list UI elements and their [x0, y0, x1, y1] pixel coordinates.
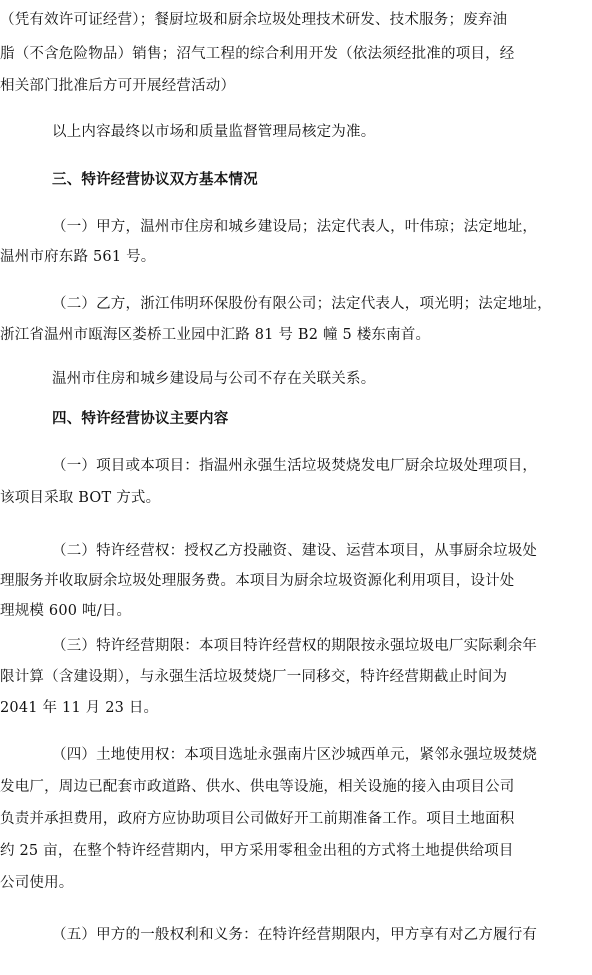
text-line: （四）土地使用权：本项目选址永强南片区沙城西单元，紧邻永强垃圾焚烧: [52, 747, 538, 763]
section-heading: 四、特许经营协议主要内容: [52, 410, 229, 427]
section-heading: 三、特许经营协议双方基本情况: [52, 171, 258, 188]
text-line: 温州市府东路 561 号。: [0, 249, 156, 265]
text-line: （一）甲方，温州市住房和城乡建设局；法定代表人，叶伟琼；法定地址，: [52, 219, 538, 235]
text-line: 该项目采取 BOT 方式。: [0, 490, 161, 506]
text-line: （二）特许经营权：授权乙方投融资、建设、运营本项目，从事厨余垃圾处: [52, 543, 538, 559]
text-line: 发电厂，周边已配套市政道路、供水、供电等设施，相关设施的接入由项目公司: [0, 779, 515, 795]
text-line: 公司使用。: [0, 875, 74, 891]
text-line: 2041 年 11 月 23 日。: [0, 700, 159, 716]
text-line: 相关部门批准后方可开展经营活动）: [0, 78, 236, 94]
text-line: 约 25 亩，在整个特许经营期内，甲方采用零租金出租的方式将土地提供给项目: [0, 843, 514, 859]
text-line: （凭有效许可证经营）；餐厨垃圾和厨余垃圾处理技术研发、技术服务；废弃油: [0, 12, 508, 28]
text-line: （五）甲方的一般权利和义务：在特许经营期限内，甲方享有对乙方履行有: [52, 927, 538, 943]
text-line: （三）特许经营期限：本项目特许经营权的期限按永强垃圾电厂实际剩余年: [52, 638, 538, 654]
text-line: 温州市住房和城乡建设局与公司不存在关联关系。: [52, 371, 376, 387]
text-line: 理规模 600 吨/日。: [0, 603, 132, 619]
text-line: 理服务并收取厨余垃圾处理服务费。本项目为厨余垃圾资源化利用项目，设计处: [0, 573, 515, 589]
text-line: （二）乙方，浙江伟明环保股份有限公司；法定代表人，项光明；法定地址，: [52, 296, 552, 312]
text-line: （一）项目或本项目：指温州永强生活垃圾焚烧发电厂厨余垃圾处理项目，: [52, 458, 538, 474]
text-line: 负责并承担费用，政府方应协助项目公司做好开工前期准备工作。项目土地面积: [0, 811, 515, 827]
text-line: 以上内容最终以市场和质量监督管理局核定为准。: [52, 124, 376, 140]
text-line: 浙江省温州市瓯海区娄桥工业园中汇路 81 号 B2 幢 5 楼东南首。: [0, 327, 431, 343]
text-line: 限计算（含建设期），与永强生活垃圾焚烧厂一同移交，特许经营期截止时间为: [0, 669, 508, 685]
text-line: 脂（不含危险物品）销售；沼气工程的综合利用开发（依法须经批准的项目，经: [0, 46, 515, 62]
